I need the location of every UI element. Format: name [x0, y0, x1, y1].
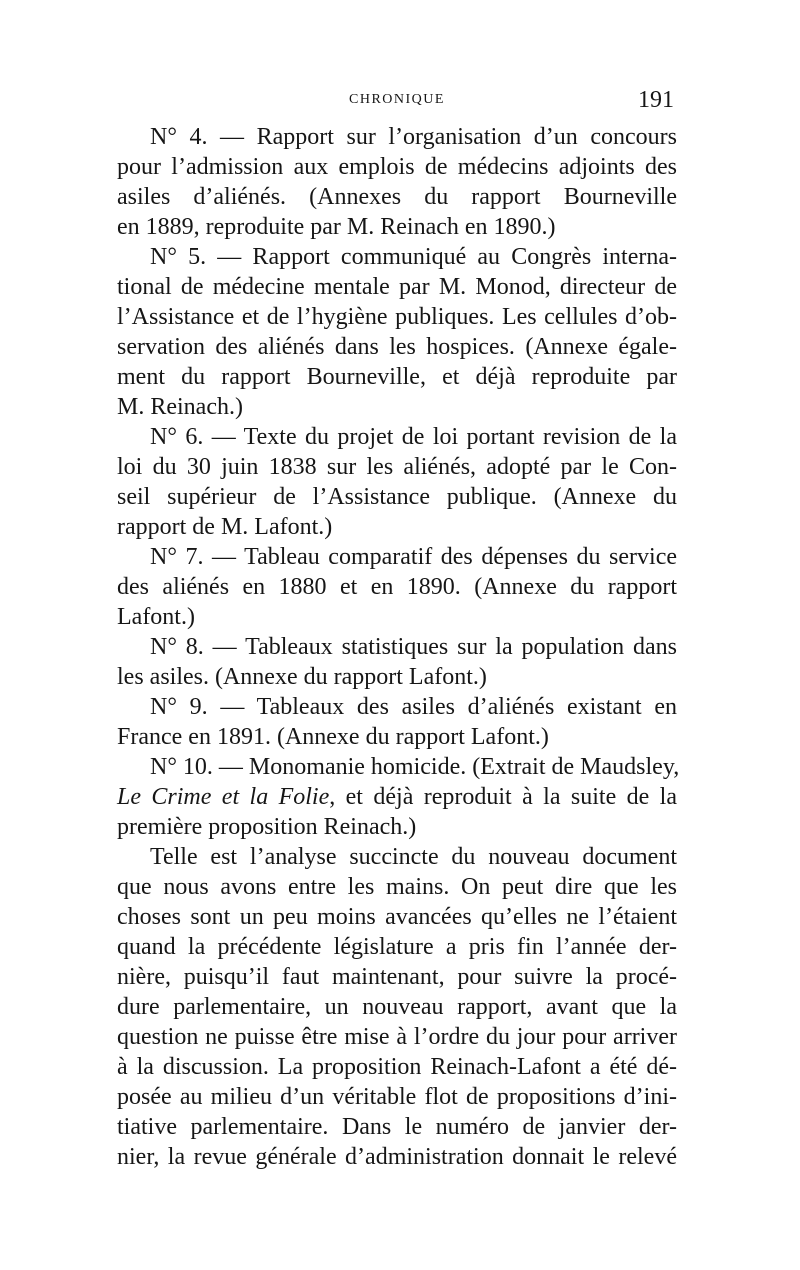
page-header — [117, 87, 677, 120]
text-line: en 1889, reproduite par M. Reinach en 1890.) — [117, 214, 556, 240]
list-item-5 — [117, 242, 677, 422]
text-line: seil supérieur de l’Assistance publique. (Annexe du — [117, 484, 677, 510]
list-item-10 — [117, 752, 680, 842]
text-line: des aliénés en 1880 et en 1890. (Annexe du rapport — [117, 574, 677, 600]
text-line: première proposition Reinach.) — [117, 814, 417, 840]
text-line: que nous avons entre les mains. On peut dire que les — [117, 874, 677, 900]
text-line: nière, puisqu’il faut maintenant, pour suivre la procé- — [117, 964, 677, 990]
text-line: N° 4. — Rapport sur l’organisation d’un concours — [150, 124, 677, 150]
text-line: N° 9. — Tableaux des asiles d’aliénés existant en — [150, 694, 677, 720]
page-number: 191 — [638, 87, 674, 113]
text-line: N° 10. — Monomanie homicide. (Extrait de Maudsley, — [150, 754, 680, 780]
list-item-8 — [117, 632, 677, 692]
text-line: tional de médecine mentale par M. Monod, directeur de — [117, 274, 677, 300]
running-title: CHRONIQUE — [349, 92, 445, 107]
text-line: posée au milieu d’un véritable flot de propositions d’ini- — [117, 1084, 677, 1110]
text-line — [117, 782, 677, 812]
list-item-9 — [117, 692, 677, 752]
text-line: nier, la revue générale d’administration donnait le relevé — [117, 1144, 677, 1170]
text-line: N° 5. — Rapport communiqué au Congrès interna- — [150, 244, 677, 270]
text-line: à la discussion. La proposition Reinach-Lafont a été dé- — [117, 1054, 677, 1080]
list-item-4 — [117, 122, 677, 242]
text-line: les asiles. (Annexe du rapport Lafont.) — [117, 664, 487, 690]
text-line: pour l’admission aux emplois de médecins adjoints des — [117, 154, 677, 180]
text-line: rapport de M. Lafont.) — [117, 514, 333, 540]
text-line: France en 1891. (Annexe du rapport Lafont.) — [117, 724, 549, 750]
text-line: N° 7. — Tableau comparatif des dépenses du service — [150, 544, 677, 570]
text-line: Telle est l’analyse succincte du nouveau document — [150, 844, 677, 870]
text-line: Lafont.) — [117, 604, 195, 630]
text-line: choses sont un peu moins avancées qu’elles ne l’étaient — [117, 904, 677, 930]
text-line: quand la précédente législature a pris fin l’année der- — [117, 934, 677, 960]
book-title-italic: Le Crime et la Folie — [117, 784, 330, 810]
list-item-7 — [117, 542, 677, 632]
text-line: M. Reinach.) — [117, 394, 243, 420]
text-line: question ne puisse être mise à l’ordre du jour pour arriver — [117, 1024, 677, 1050]
text-line: servation des aliénés dans les hospices. (Annexe égale- — [117, 334, 677, 360]
list-item-6 — [117, 422, 677, 542]
text-line: loi du 30 juin 1838 sur les aliénés, adopté par le Con- — [117, 454, 677, 480]
text-line: asiles d’aliénés. (Annexes du rapport Bourneville — [117, 184, 677, 210]
text-line: l’Assistance et de l’hygiène publiques. Les cellules d’ob- — [117, 304, 677, 330]
text-line: dure parlementaire, un nouveau rapport, avant que la — [117, 994, 677, 1020]
paragraph-analysis — [117, 842, 677, 1172]
text-line-rest: , et déjà reproduit à la suite de la — [329, 784, 677, 810]
body-text — [117, 122, 680, 1172]
text-line: ment du rapport Bourneville, et déjà reproduite par — [117, 364, 677, 390]
text-line: N° 8. — Tableaux statistiques sur la population dans — [150, 634, 677, 660]
text-line: N° 6. — Texte du projet de loi portant revision de la — [150, 424, 677, 450]
text-line: tiative parlementaire. Dans le numéro de janvier der- — [117, 1114, 677, 1140]
